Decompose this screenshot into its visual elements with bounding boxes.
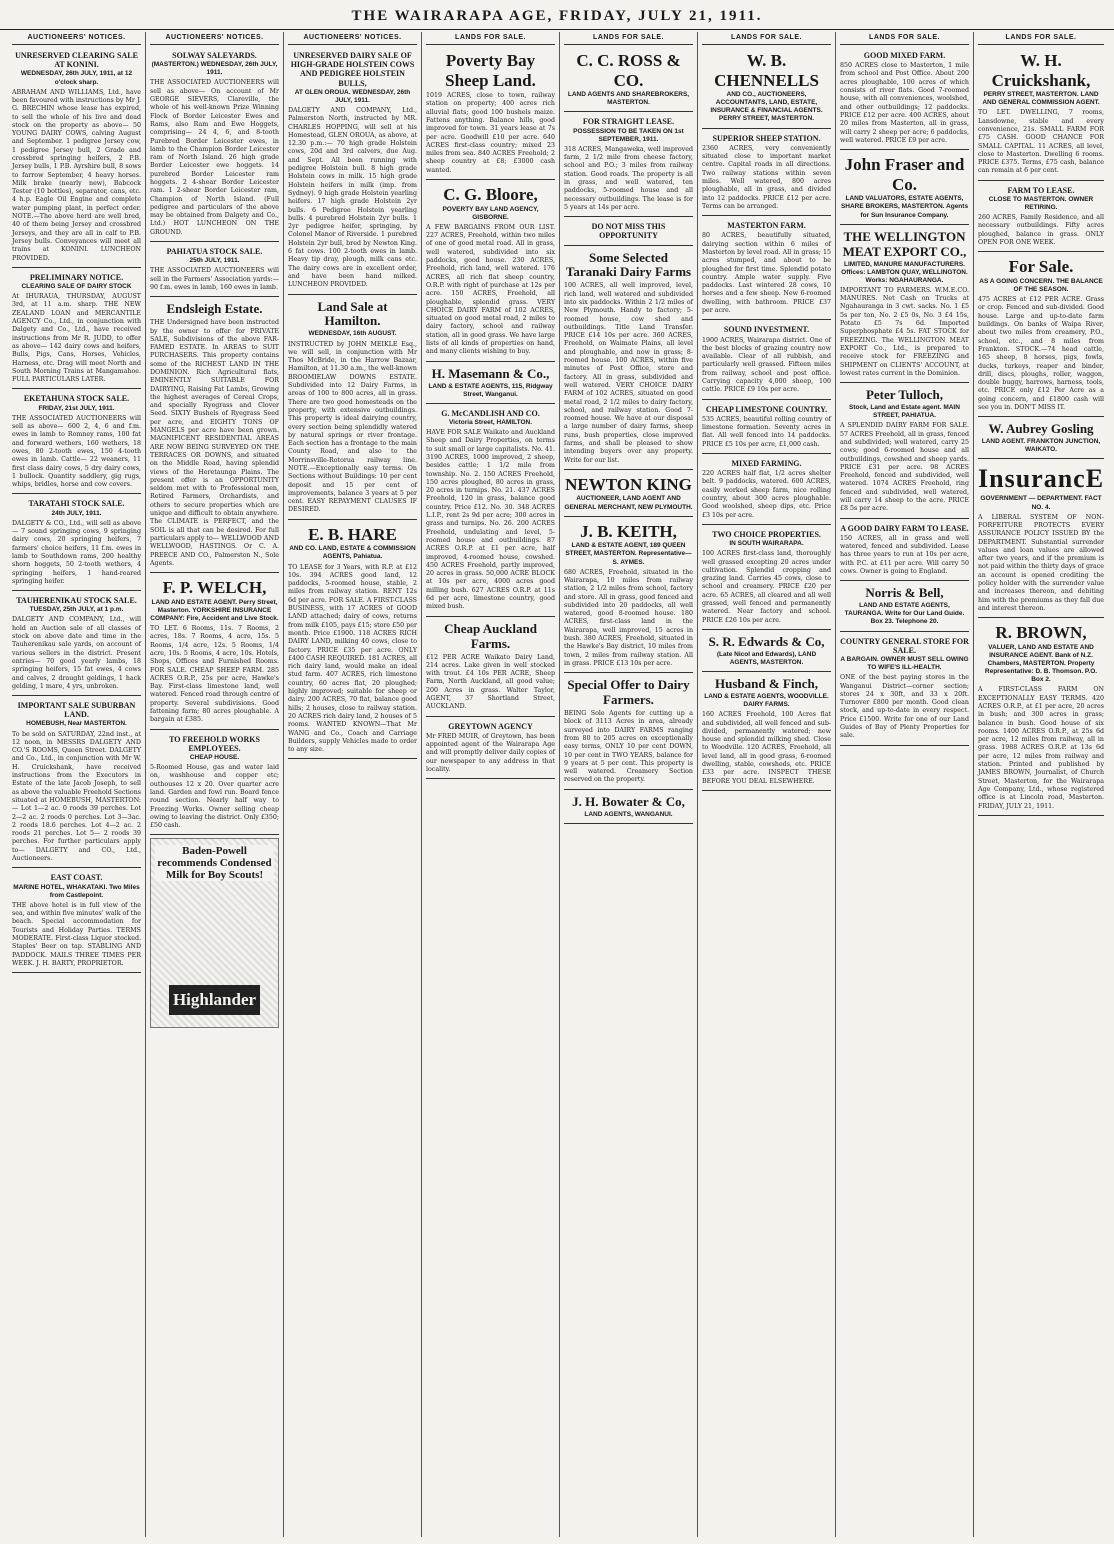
ad-body: 850 ACRES close to Masterton, 1 mile from school and Post Office. About 200 acres ploughable, 100 acres of which consists of river flats. Good 7-roomed house, with all conveniences, woolshed, and other outbuildings; 12 paddocks. PRICE £12 per acre. 400 ACRES, about 20 miles from Masterton, all in grass, will carry 2 sheep per acre; 6 paddocks, well watered. PRICE £9 per acre.	[840, 62, 969, 144]
advertisement	[840, 634, 969, 746]
advertisement	[840, 48, 969, 150]
column-7	[836, 32, 974, 1537]
ad-body: ABRAHAM AND WILLIAMS, Ltd., have been favoured with instructions by Mr J. G. BRECHIN whose lease has expired, to sell the whole of his live and dead stock on the property as above— 50 YOUNG DAIRY COWS, calving August and September. 1 pedigree Jersey cow, 1 pedigree Jersey bull, 2 Grade and crossbred springing heifers, 2 P.B. Jersey bulls, 1 P.B. Ayrshire bull, 8 sows to farrow September, 4 heavy horses. Milk brake (nearly new), Babcock Tester (10 bottles), separator, cans, etc. 4 h.p. Eagle Oil Engine and complete water pumping plant, in perfect order. NOTE.—The above herd are well bred, 40 of them being Jersey and crossbred Jerseys, and they are all in calf to P.B. Jersey bulls. Conveyances will meet all trains at KONINI. LUNCHEON PROVIDED.	[12, 88, 141, 262]
advertisement	[840, 385, 969, 518]
column-header: LANDS FOR SALE.	[426, 32, 555, 45]
advertisement	[978, 48, 1104, 181]
ad-title: TAUHERENIKAU STOCK SALE.	[16, 596, 137, 606]
ad-title: CHEAP LIMESTONE COUNTRY.	[705, 404, 828, 414]
ad-subtitle: LAND & ESTATE AGENT, 189 QUEEN STREET, MASTERTON. Representative—S. AYMES.	[565, 542, 692, 566]
advertisement	[978, 419, 1104, 459]
ad-title: J. H. Bowater & Co,	[572, 793, 685, 809]
ad-body: DALGETY AND COMPANY, Ltd., will hold an Auction sale of all classes of stock on above date and time in the Tauherenikau sale yards, on account of various sellers in the district. Present entries— 70 good yearly lambs, 18 springing heifers, 15 fat ewes, 4 cows and calves, 2 draught geldings, 1 hack gelding, 1 mare, 4 yrs, unbroken.	[12, 616, 141, 690]
ad-body: INSTRUCTED by JOHN MEIKLE Esq., we will sell, in conjunction with Mr Thos McBride, in the Harrow Bazaar, Hamilton, at 11.30 a.m., the well-known BROOMIELAW DOWNS ESTATE. Subdivided into 12 Dairy Farms, in areas of 100 to 800 acres, all in grass. There are two good homesteads on the property, with extensive outbuildings. This property is ideal dairying country, every section being splendidly watered by natural springs or river frontage. Each section has a frontage to the main County Road, and also to the Morrinsville-Rotorua railway line. NOTE.—Exceptionally easy terms. On Sections without Buildings: 10 per cent deposit and 15 per cent of improvements, balance 3 years at 5 per cent. EASY REPAYMENT CLAUSES IF DESIRED.	[288, 340, 417, 514]
advertisement	[978, 620, 1104, 816]
advertisement	[12, 48, 141, 268]
advertisement	[702, 402, 831, 454]
advertisement	[288, 48, 417, 295]
ad-title: GOOD MIXED FARM.	[863, 51, 946, 60]
column-6	[698, 32, 836, 1537]
advertisement	[288, 297, 417, 520]
column-header: AUCTIONEERS' NOTICES.	[12, 32, 141, 45]
ad-title: S. R. Edwards & Co,	[708, 633, 825, 649]
advertisement	[840, 227, 969, 384]
ad-body: 5-Roomed House, gas and water laid on, washhouse and copper etc; outhouses 12 x 20. Over quarter acre land. Garden and fowl run. Board fence round section. Nearly half way to Freezing Works. Owner selling cheap owing to leaving the district. Only £350; £50 cash.	[150, 764, 279, 830]
ad-title: TO FREEHOLD WORKS EMPLOYEES.	[169, 734, 260, 753]
ad-title: C. C. ROSS & CO.	[576, 51, 681, 90]
ad-title: EAST COAST.	[50, 873, 103, 883]
advertisement	[150, 244, 279, 297]
advertisement	[702, 674, 831, 791]
brand-banner: Highlander	[169, 985, 260, 1015]
ad-body: DALGETY & CO., Ltd., will sell as above— 7 sound springing cows, 9 springing dairy cows, 20 springing heifers, 7 farmers' choice heifers, 11 f.m. ewes in lamb to Southdown rams, 200 healthy shorn hoggets, 50 2-tooth wethers, 4 springing heifers, 1 hand-reared springing heifer.	[12, 519, 141, 585]
column-5	[560, 32, 698, 1537]
ad-title: Special Offer to Dairy Farmers.	[567, 677, 690, 708]
ad-subtitle: 24th JULY, 1911.	[51, 509, 102, 517]
column-header: LANDS FOR SALE.	[978, 32, 1104, 45]
ad-subtitle: POVERTY BAY LAND AGENCY, GISBORNE.	[442, 205, 539, 221]
ad-title: Cheap Auckland Farms.	[444, 620, 537, 651]
ad-subtitle: 25th JULY, 1911.	[189, 257, 240, 265]
advertisement	[150, 48, 279, 242]
ad-body: 475 ACRES at £12 PER ACRE. Grass or crop. Fenced and sub-divided. Good house. Large and up-to-date farm buildings. On banks of Waipa River, about two miles from creamery, P.O., school, etc., and 8 miles from Frankton. STOCK.—74 head cattle, 165 sheep, 8 horses, pigs, fowls, ducks, turkeys, reaper and binder, drill, discs, ploughs, roller, waggon, double buggy, harrows, harness, tools, etc. PRICE only £12 Per Acre as a going concern, and £1800 cash will see you in. DON'T MISS IT.	[978, 296, 1104, 411]
ad-body: THE above hotel is in full view of the sea, and within five minutes' walk of the beach. Special accommodation for Tourists and Holiday Parties. TERMS MODERATE. First-class Liquor stocked. Staples' Beer on tap. STABLING AND PADDOCK. MAILS THREE TIMES PER WEEK. J. H. BARTY, PROPRIETOR.	[12, 901, 141, 967]
ad-body: 1019 ACRES, close to town, railway station on property; 400 acres rich alluvial flats; good 100 bushels maize. Fattens anything. Balance hills, good improved for town. 31 years lease at 7s per acre. Goodwill £10 per acre. 640 ACRES first-class country; mixed 23 miles from sea. 840 ACRES Freehold; 2 sheep country at £8; £3000 cash wanted.	[426, 92, 555, 174]
ad-subtitle: LAND AND ESTATE AGENTS, TAURANGA. Write for Our Land Guide. Box 23. Telephone 20.	[844, 602, 965, 626]
ad-title: InsurancE	[978, 464, 1105, 494]
ad-body: THE ASSOCIATED AUCTIONEERS will sell in the Farmers' Association yards:— 90 f.m. ewes in lamb, 160 ewes in lamb.	[150, 267, 279, 291]
ad-subtitle: CLOSE TO MASTERTON. OWNER RETIRING.	[988, 195, 1094, 212]
ad-body: 2360 ACRES, very conveniently situated close to important market centre. Capital roads in all directions. Two railway stations within seven miles. Well watered, 800 acres ploughable, all in grass, and divided into 12 paddocks. PRICE £12 per acre. Terms can be arranged.	[702, 144, 831, 210]
ad-subtitle: LAND AND ESTATE AGENT. Perry Street, Masterton. YORKSHIRE INSURANCE COMPANY: Fire, Accident and Live Stock.	[150, 598, 279, 622]
ad-title: Peter Tulloch,	[865, 387, 944, 403]
advertisement	[564, 519, 693, 673]
advertisement	[564, 219, 693, 245]
column-1	[8, 32, 146, 1537]
column-8	[974, 32, 1108, 1537]
ad-title: SUPERIOR SHEEP STATION.	[712, 133, 821, 143]
advertisement	[12, 270, 141, 390]
ad-subtitle: WEDNESDAY, 26th JULY, 1911, at 12 o'clock sharp.	[20, 70, 133, 86]
advertisement	[288, 522, 417, 760]
advertisement	[564, 472, 693, 517]
ad-title: W. H. Cruickshank,	[991, 51, 1091, 90]
ad-body: THE ASSOCIATED AUCTIONEERS will sell as above— On account of Mr GEORGE SIEVERS, Clareville, the whole of his well-known Prize Winning Flock of Border Leicester Ewes and Rams, also Ram and Ewe Hoggets, comprising— 24 4, 6, and 8-tooth Purebred Border Leicester ewes, in lamb to the Champion Border Leicester ram of North Island. 26 high grade Border Leicester ewe hoggets. 14 purebred Border Leicester ram hoggets. 2 4-shear Border Leicester ram. 1 2-shear Border Leicester ram, Champion of North Island. (Full pedigree and particulars of the above may be obtained from Dalgety and Co., Ltd.) HOT LUNCHEON ON THE GROUND.	[150, 79, 279, 236]
ad-title: F. P. WELCH,	[162, 578, 267, 598]
advertisement	[840, 583, 969, 631]
ad-body: 1900 ACRES, Wairarapa district. One of the best blocks of grazing country now available. Clear of all rubbish, and particularly well grassed. Fifteen miles from railway, school and post office. Carrying capacity 4,000 sheep, 100 cattle. PRICE £9 10s per acre.	[702, 336, 831, 394]
advertisement	[426, 364, 555, 404]
ad-body: To be sold on SATURDAY, 22nd inst., at 12 noon, in MESSRS DALGETY AND CO.'S ROOMS, Queen Street. DALGETY and Co., Ltd., in conjunction with Mr W. H. Cruickshank, have received instructions from the Executors in Estate of the late Jacob Joseph, to sell as above the valuable Freehold Sections situated at HOMEBUSH, MASTERTON:— Lot 1—2 ac. 0 roods 39 perches. Lot 2—2 ac. 2 roods 0 perches. Lot 3—3ac. 2 roods 18.6 perches. Lot 4—2 ac. 2 roods 21 perches. Lot 5— 2 roods 39 perches. For further particulars apply to— DALGETY and CO., Ltd., Auctioneers.	[12, 730, 141, 863]
ad-title: UNRESERVED DAIRY SALE OF HIGH-GRADE HOLSTEIN COWS AND PEDIGREE HOLSTEIN BULLS,	[290, 51, 415, 88]
ad-body: £12 PER ACRE Waikato Dairy Land, 214 acres. Lake given in well stocked with trout. £4 10s PER ACRE, Sheep Farm, North Auckland, all good value; 200 Acres in grass. Walter Taylor, AGENT, 37 Shortland Street, AUCKLAND.	[426, 653, 555, 711]
ad-title: MASTERTON FARM.	[727, 221, 806, 231]
condensed-milk-illustration	[150, 838, 279, 1028]
ad-title: GREYTOWN AGENCY	[448, 721, 533, 731]
ad-body: BEING Sole Agents for cutting up a block of 3113 Acres in area, already surveyed into DAIRY FARMS ranging from 80 to 205 acres on exceptionally easy terms, ONLY 10 per cent DOWN, 10 per cent in TWO YEARS, balance for 9 years at 5 per cent. This property is well watered. Creamery Section reserved on the property.	[564, 710, 693, 784]
ad-subtitle: GOVERNMENT — DEPARTMENT. FACT NO. 4.	[980, 495, 1102, 511]
column-header: AUCTIONEERS' NOTICES.	[150, 32, 279, 45]
ad-title: SOUND INVESTMENT.	[723, 325, 810, 335]
ad-subtitle: VALUER, LAND AND ESTATE AND INSURANCE AGENT. Bank of N.Z. Chambers, MASTERTON. Property Representative: D. B. Thomson. P.O. Box 2.	[984, 643, 1098, 684]
ad-body: Mr FRED MUIR, of Greytown, has been appointed agent of the Wairarapa Age and will promptly deliver daily copies of our newspaper to any address in that locality.	[426, 732, 555, 773]
ad-subtitle: AND CO. LAND, ESTATE & COMMISSION AGENTS, Pahiatua.	[289, 545, 416, 561]
advertisement	[564, 675, 693, 790]
column-2	[146, 32, 284, 1537]
ad-title: J. B. KEITH,	[580, 521, 677, 541]
ad-body: 80 ACRES, beautifully situated, dairying section within 6 miles of Masterton by level road. All in grass; 15 acres stumped, and about to be ploughed for first time. Splendid potato country. Ample water supply. Five paddocks. Last wintered 28 cows, 10 horses and a few sheep. New 6-roomed dwelling, with bathroom. PRICE £37 per acre.	[702, 232, 831, 315]
ad-title: MIXED FARMING.	[731, 458, 802, 468]
ad-body: IMPORTANT TO FARMERS. W.M.E.CO. MANURES. Net Cash on Trucks at Ngahauranga in 3 cwt. sacks. No. 1 £5 5s per ton, No. 2 £5 0s, No. 3 £4 15s, Potato £5 7s 6d. Imported Superphosphate £4 5s. FAT STOCK for FREEZING. The WELLINGTON MEAT EXPORT Co., Ltd., is prepared to receive stock for FREEZING and SHIPMENT on CLIENTS' ACCOUNT, at lowest rates current in the Dominion.	[840, 286, 969, 377]
advertisement	[702, 322, 831, 399]
ad-title: EKETAHUNA STOCK SALE.	[23, 394, 130, 404]
ad-subtitle: LAND VALUATORS, ESTATE AGENTS, SHARE BROKERS, MASTERTON. Agents for Sun Insurance Company.	[840, 195, 969, 219]
ad-title: A GOOD DAIRY FARM TO LEASE.	[840, 523, 969, 533]
ad-title: John Fraser and Co.	[844, 155, 965, 194]
advertisement	[564, 48, 693, 112]
column-4	[422, 32, 560, 1537]
masthead: THE WAIRARAPA AGE, FRIDAY, JULY 21, 1911.	[0, 0, 1114, 30]
advertisement	[702, 131, 831, 217]
ad-subtitle: AS A GOING CONCERN. THE BALANCE OF THE SEASON.	[979, 277, 1103, 294]
ad-body: 318 ACRES, Mangaweka, well improved farm, 2 1/2 mile from cheese factory, school and P.O.; 3 miles from railway station. Good roads. The property is all in grass, and well watered, ten paddocks, 5-roomed house and all necessary outbuildings. The lease is for 5 years at 14s per acre.	[564, 145, 693, 211]
advertisement	[702, 632, 831, 672]
advertisement	[12, 496, 141, 591]
ad-body: DALGETY AND COMPANY, Ltd., Palmerston North, instructed by MR. CHARLES HOPPING, will sell at his Homestead, GLEN OROUA, as above, at 12.30 p.m.:— 70 high grade Holstein cows, 20d and 3rd calvers, due Aug. and Sept. All been running with pedigree Holstein bull. 8 high grade Holstein cows in milk. 15 high grade Holstein heifers in milk (imp. from Sydney). 9 high grade Holstein yearling heifers. 17 high grade Holstein 2yr bulls. 6 Pedigree Holstein yearling bulls. 4 purebred Holstein 2yr bulls. 1 2yr pedigree heifer, springing, by Colonel Manor of Riverside. 1 purebred Holstein 2yr bull, bred by Newton King. 6 fat cows. 100 2-tooth ewes in lamb. Heavy tip dray, plough, milk cans etc. The dairy cows are in excellent order, and have been hand milked. LUNCHEON PROVIDED.	[288, 107, 417, 289]
advertisement	[840, 521, 969, 582]
advertisement	[426, 406, 555, 617]
ad-title: IMPORTANT SALE SUBURBAN LAND.	[17, 701, 136, 720]
ad-subtitle: LIMITED, MANURE MANUFACTURERS. Offices: LAMBTON QUAY, WELLINGTON. Works: NGAHAURANGA.	[841, 260, 968, 284]
ad-title: Endsleigh Estate.	[166, 301, 263, 317]
advertisement	[564, 114, 693, 217]
advertisement	[426, 48, 555, 180]
ad-title: Husband & Finch,	[715, 676, 818, 692]
ad-title: PAHIATUA STOCK SALE.	[166, 247, 263, 257]
ad-title: H. Masemann & Co.,	[431, 365, 550, 381]
advertisement	[702, 218, 831, 320]
ad-subtitle: TUESDAY, 25th JULY, at 1 p.m.	[29, 606, 124, 614]
column-header: LANDS FOR SALE.	[840, 32, 969, 45]
column-header: LANDS FOR SALE.	[564, 32, 693, 45]
ad-subtitle: MARINE HOTEL, WHAKATAKI. Two Miles from Castlepoint.	[13, 883, 140, 899]
advertisement	[564, 248, 693, 470]
advertisement	[12, 698, 141, 868]
ad-subtitle: CHEAP HOUSE.	[189, 753, 240, 761]
ad-body: 220 ACRES half flat, 1/2 acres shelter belt. 9 paddocks, watered. 600 ACRES, easily worked sheep farm, nice rolling country, about 300 acres ploughable. Good woolshed, sheep dips, etc. Price £3 10s per acre.	[702, 470, 831, 519]
advertisement	[702, 527, 831, 630]
ad-subtitle: LAND & ESTATE AGENTS, 115, Ridgway Street, Wanganui.	[428, 382, 553, 398]
ad-subtitle: (Late Nicol and Edwards), LAND AGENTS, MASTERTON.	[716, 650, 817, 666]
ad-body: 100 ACRES, all well improved, level, rich land, well watered and subdivided into six paddocks. Within 2 1/2 miles of New Plymouth. Handy to factory; 5-roomed house, cow shed and outbuildings. Title Land Transfer. PRICE £14 10s per acre. 360 ACRES, Freehold, on Waimate Plains, all level and ploughable, and now in grass; 8-roomed house. 100 ACRES, within five minutes of Post Office, store and factory. All in grass, subdivided and well watered. VERY CHOICE DAIRY FARM of 102 ACRES, situated on good metal road, 2 1/2 miles to dairy factory, school, and railway station. Good 7-roomed house. We have at our disposal a large number of dairy farms, sheep runs, bush properties, close improved farms, and shall be pleased to show intending buyers over any property. Write for our list.	[564, 282, 693, 464]
ad-subtitle: Stock, Land and Estate agent. MAIN STREET, PAHIATUA.	[849, 404, 960, 420]
ad-body: A FEW BARGAINS FROM OUR LIST. 227 ACRES, Freehold, within two miles of one of good metal road. All in grass, well watered, subdivided into six paddocks, good house. 230 ACRES, Freehold, rich land, well watered. 176 ACRES, all rich flat sheep country, O.R.P. with right of purchase at 12s per acre. 150 ACRES, Freehold, all ploughable, splendid grass. VERY CHOICE DAIRY FARM of 102 ACRES, situated on good metal road, 2 miles to dairy factory, school and railway station, all in good grass. We have large lists of all kinds of properties on hand, and many clients wishing to buy.	[426, 223, 555, 356]
advertisement	[426, 182, 555, 362]
ad-title: NEWTON KING	[565, 474, 692, 494]
ad-subtitle: LAND AGENTS AND SHAREBROKERS, MASTERTON.	[567, 91, 690, 107]
advertisement	[150, 299, 279, 573]
ad-body: 160 ACRES Freehold, 100 Acres flat and subdivided, all well fenced and sub-divided, permanently watered; new house and splendid milking shed. Close to Woodville. 120 ACRES, Freehold, all level land, all in good grass, 6-roomed dwelling, stable, cowsheds, etc. PRICE £33 per acre. INSPECT THESE BEFORE YOU DEAL ELSEWHERE.	[702, 711, 831, 785]
ad-body: At IHURAUA, THURSDAY, AUGUST 3rd, at 11 a.m. sharp. THE NEW ZEALAND LOAN and MERCANTILE AGENCY Co., Ltd., in conjunction with Dalgety and Co., Ltd., have received instructions from Mr R. JUDD, to offer as above— 142 dairy cows and heifers, Bulls, Pigs, Cans, Horses, Vehicles, Harness, etc. Drag will meet North and South Morning Trains at Mangamahoe. FULL PARTICULARS LATER.	[12, 293, 141, 384]
ad-subtitle: IN SOUTH WAIRARAPA.	[729, 540, 804, 548]
ad-body: THE Undersigned have been instructed by the owner to offer for PRIVATE SALE, Subdivisions of the above FAR-FAMED ESTATE. In AREAS to SUIT PURCHASERS. This property contains some of the RICHEST LAND IN THE DOMINION. Rich Agricultural flats, EMINENTLY SUITABLE FOR DAIRYING, Raising Fat Lambs, Growing the highest averages of Cereal Crops, and specially Ryegrass and Clover Seed. SIXTY Bushels of Ryegrass Seed per acre, and EIGHTY TONS OF MANGELS per acre have been grown. MAGNIFICENT RESIDENTIAL AREAS ARE NOW BEING SURVEYED ON THE TERRACES OR DOWNS, and situated on the Middle Road, having splendid views of the Heretaunga Plains. The present offer is an OPPORTUNITY seldom met with to Professional men, Retired Farmers, Orchardists, and others to secure properties which are unique and difficult to obtain anywhere. The CLIMATE is PERFECT, and the SOIL is all that can be desired. For full particulars apply to— WELLWOOD AND WELLWOOD, HASTINGS. Or C. A. PREECE AND CO., Palmerston N., Sole Agents.	[150, 319, 279, 567]
ad-subtitle: LAND & ESTATE AGENTS, WOODVILLE. DAIRY FARMS.	[704, 693, 829, 709]
ad-body: THE ASSOCIATED AUCTIONEERS will sell as above— 600 2, 4, 6 and f.m. ewes in lamb to Romney rams, 100 fat and forward wethers, 160 wethers, 18 owes, 80 2-tooth ewes, 150 4-tooth ewes in lamb. Cattle— 22 weaners, 11 first class dairy cows, 5 dry dairy cows, 1 bullock. Quantity saddlery, gig rugs, whips, bridles, horse and cow covers.	[12, 414, 141, 489]
ad-title: UNRESERVED CLEARING SALE AT KONINI.	[15, 51, 138, 70]
ad-subtitle: A BARGAIN. OWNER MUST SELL OWING TO WIFE'S ILL-HEALTH.	[840, 655, 969, 672]
ad-title: Poverty Bay Sheep Land.	[445, 51, 536, 90]
ad-subtitle: CLEARING SALE OF DAIRY STOCK	[21, 283, 132, 291]
advertisement	[150, 575, 279, 729]
advertisement	[12, 870, 141, 973]
ad-body: 100 ACRES first-class land, thoroughly well grassed excepting 20 acres under cultivation. Splendid cropping and grazing land. Carries 45 cows, close to school and creamery. PRICE £20 per acre. 65 ACRES, all cleared and all well grassed, well fenced and permanently watered. Near factory and school. PRICE £26 10s per acre.	[702, 550, 831, 624]
advertisement	[978, 254, 1104, 417]
columns-container	[8, 32, 1108, 1537]
ad-title: THE WELLINGTON MEAT EXPORT CO.,	[842, 228, 967, 259]
illustration-caption: Baden-Powell recommends Condensed Milk for Boy Scouts!	[155, 845, 274, 881]
ad-subtitle: Victoria Street, HAMILTON.	[448, 418, 533, 426]
ad-title: Land Sale at Hamilton.	[317, 298, 388, 329]
ad-body: 150 ACRES, all in grass and well watered, fenced and subdivided. Lease has three years to run at 10s per acre, with P.C. at £11 per acre. Will carry 50 cows. Owner is going to England.	[840, 534, 969, 575]
ad-body: TO LET. DWELLING, 7 rooms, Lansdowne, stable and every convenience, 21s. SMALL FARM FOR £75 CASH. GOOD CHANCE FOR SMALL CAPITAL. 11 ACRES, all level, close to Masterton. Dwelling 6 rooms. PRICE £375. Terms, £75 cash, balance can remain at 6 per cent.	[978, 109, 1104, 175]
ad-body: 680 ACRES, Freehold, situated in the Wairarapa, 10 miles from railway station, 2 1/2 miles from school, factory and store. All in grass, good fenced and subdivided into 20 paddocks, all well watered, good 8-roomed house. 180 ACRES, first-class land in the Wairarapa, well improved, 15 acres in bush. 380 ACRES, Freehold, situated in the Hawke's Bay district, 10 miles from town, 2 miles from railway station. All in grass. PRICE £13 10s per acre.	[564, 568, 693, 667]
advertisement	[564, 792, 693, 824]
advertisement	[426, 719, 555, 780]
column-header: AUCTIONEERS' NOTICES.	[288, 32, 417, 45]
ad-title: DO NOT MISS THIS OPPORTUNITY	[591, 222, 666, 241]
ad-subtitle: HOMEBUSH, Near MASTERTON.	[26, 720, 127, 728]
advertisement	[840, 152, 969, 224]
ad-subtitle: WEDNESDAY, 16th AUGUST.	[308, 330, 397, 338]
ad-title: For Sale.	[1008, 257, 1074, 277]
column-header: LANDS FOR SALE.	[702, 32, 831, 45]
ad-title: Norris & Bell,	[865, 585, 944, 601]
ad-body: TO LEASE for 3 Years, with R.P. at £12 10s. 394 ACRES good land, 12 paddocks, 5-roomed house, stable, 2 miles from railway station. RENT 12s 6d per acre. FOR SALE. A FIRST-CLASS BUSINESS, with 17 ACRES of GOOD LAND attached; dairy of cows, returns from milk £105, pays £15; store £50 per month. Price £1900. 118 ACRES RICH DAIRY LAND, milking 40 cows, close to factory. PRICE £35 per acre. ONLY £400 CASH REQUIRED. 181 ACRES, all rich dairy land, would make an ideal stud farm. 407 ACRES, rich limestone country, 60 acres flat, 20 ploughed; highly improved; suitable for sheep or dairy. 200 ACRES, 70 flat, balance good hills; 2 houses, close to railway station. 20 ACRES rich dairy land, 2 houses of 5 rooms. WANTED KNOWN—That Mr WANG and Co., Coach and Carriage Builders, supply Vehicles made to order to any size.	[288, 563, 417, 754]
advertisement	[702, 456, 831, 525]
ad-subtitle: LAND AGENT. FRANKTON JUNCTION, WAIKATO.	[981, 438, 1101, 454]
column-3	[284, 32, 422, 1537]
ad-title: SOLWAY SALEYARDS.	[172, 51, 257, 60]
advertisement	[426, 619, 555, 717]
ad-title: W. Aubrey Gosling	[988, 421, 1094, 437]
ad-title: TWO CHOICE PROPERTIES.	[712, 529, 821, 539]
ad-title: R. BROWN,	[995, 623, 1087, 643]
ad-subtitle: POSSESSION TO BE TAKEN ON 1st SEPTEMBER, 1911.	[573, 127, 684, 143]
ad-title: Some Selected Taranaki Dairy Farms	[565, 249, 692, 280]
advertisement	[978, 183, 1104, 253]
advertisement	[702, 48, 831, 129]
ad-subtitle: AT GLEN OROUA. WEDNESDAY, 26th JULY, 1911.	[294, 88, 411, 104]
ad-title: FARM TO LEASE.	[1007, 185, 1075, 195]
ad-body: TO LET. 6 Rooms, 11s. 7 Rooms, 2 acres, 18s. 7 Rooms, 4 acre, 15s. 5 Rooms, 1/4 acre, 12s. 5 Rooms, 1/4 acre, 10s. 5 Rooms, 4 acre, 10s. Hotels, Shops, Offices and Furnished Rooms. FOR SALE. CHEAP SHEEP FARM. 285 ACRES O.R.P., 25s per acre, Hawke's Bay. First-class limestone land, well watered. Fenced road through centre of property. Several subdivisions. Good fattening farm; 80 acres ploughable. A bargain at £385.	[150, 625, 279, 724]
ad-title: E. B. HARE	[308, 524, 397, 544]
ad-body: A FIRST-CLASS FARM ON EXCEPTIONALLY EASY TERMS. 420 ACRES O.R.P., at £1 per acre, 20 acres in bush; and 300 acres in grass; balance in bush. Good house of six rooms. 1400 ACRES O.R.P., at 25s 6d per acre, 12 miles from railway, all in grass. 1988 ACRES O.R.P. at 13s 6d per acre, 12 miles from railway and station. Printed and published by JAMES BROWN, Journalist, of Church Street, Masterton, for the Wairarapa Age Company, Ltd., whose registered office is at Lincoln road, Masterton. FRIDAY, JULY 21, 1911.	[978, 686, 1104, 810]
advertisement	[978, 461, 1104, 618]
ad-subtitle: PERRY STREET, MASTERTON. LAND AND GENERAL COMMISSION AGENT.	[982, 91, 1100, 107]
ad-subtitle: AND CO., AUCTIONEERS, ACCOUNTANTS, LAND, ESTATE, INSURANCE & FINANCIAL AGENTS. PERRY STREET, MASTERTON.	[710, 91, 823, 123]
ad-title: C. G. Bloore,	[443, 185, 538, 205]
ad-body: ONE of the best paying stores in the Wanganui District—corner section; stores 24 x 30ft, and 33 x 20ft. Turnover £800 per month. Good clean stock, and up-to-date in every respect. Price £1500. Write for one of our Land Guides of Bay of Plenty Properties for sale.	[840, 674, 969, 740]
ad-subtitle: FRIDAY, 21st JULY, 1911.	[38, 404, 115, 412]
ad-title: COUNTRY GENERAL STORE FOR SALE.	[840, 636, 969, 655]
ad-body: A SPLENDID DAIRY FARM FOR SALE. 57 ACRES Freehold, all in grass, fenced and subdivided; well watered, carry 25 cows; good 6-roomed house and all outbuildings, cowshed and sheep yards. PRICE £31 per acre. 98 ACRES Freehold, fenced and subdivided, well watered. 1074 ACRES Freehold, ring fenced and subdivided, well watered, will carry 14 sheep to the acre. PRICE £8 5s per acre.	[840, 422, 969, 513]
ad-title: W. B. CHENNELLS	[714, 51, 819, 90]
ad-title: FOR STRAIGHT LEASE.	[582, 117, 675, 127]
ad-body: 260 ACRES, Family Residence, and all necessary outbuildings. Fifty acres ploughed, balance in grass. ONLY OPEN FOR ONE WEEK.	[978, 214, 1104, 247]
advertisement	[150, 732, 279, 836]
ad-body: HAVE FOR SALE Waikato and Auckland Sheep and Dairy Properties, on terms to suit small or large capitalists. No. 41. 3190 ACRES, 1000 improved, 2 sheep, besides cattle; 1 1/2 mile from township. No. 2. 150 ACRES Freehold, 150 acres ploughed, 80 acres in grass, 20 acres in turnips. No. 21. 437 ACRES Freehold, 120 in grass, balance good country. Price £12. No. 30. 348 ACRES L.I.P., rent 2s 9d per acre; 300 acres in grass and turnips. No. 26. 200 ACRES Freehold, undulating and level, 5-roomed house and outbuildings. 87 ACRES O.R.P. at £1 per acre, half improved, 4-roomed house, cowshed. 450 ACRES Freehold, partly improved, 20 acres in grass. 50,000 ACRE BLOCK at 10s per acre, 4000 acres good milling bush. 627 ACRES O.R.P. at 11s 6d per acre, limestone country, good mixed bush.	[426, 429, 555, 611]
ad-title: PRELIMINARY NOTICE.	[29, 272, 124, 282]
ad-subtitle: (MASTERTON.) WEDNESDAY, 26th JULY, 1911.	[151, 61, 278, 77]
ad-body: 535 ACRES, beautiful rolling country of limestone formation. Seventy acres in flat. All well fenced into 14 paddocks. PRICE £5 10s per acre, £1,000 cash.	[702, 415, 831, 448]
advertisement	[12, 593, 141, 696]
ad-title: G. McCANDLISH AND CO.	[441, 408, 540, 418]
ad-body: A LIBERAL SYSTEM OF NON-FORFEITURE PROTECTS EVERY ASSURANCE POLICY ISSUED BY the DEPARTMENT. Substantial surrender values and loan values are allowed after two years, and if the premium is not paid within the thirty days of grace an account is opened crediting the policy holder with the surrender value and increases thereon, and debiting him with the premiums as they fall due and interest thereon.	[978, 513, 1104, 612]
ad-title: TARATAHI STOCK SALE.	[28, 499, 125, 509]
ad-subtitle: LAND AGENTS, WANGANUI.	[584, 810, 673, 818]
advertisement	[12, 391, 141, 494]
ad-subtitle: AUCTIONEER, LAND AGENT AND GENERAL MERCHANT, NEW PLYMOUTH.	[564, 495, 693, 511]
